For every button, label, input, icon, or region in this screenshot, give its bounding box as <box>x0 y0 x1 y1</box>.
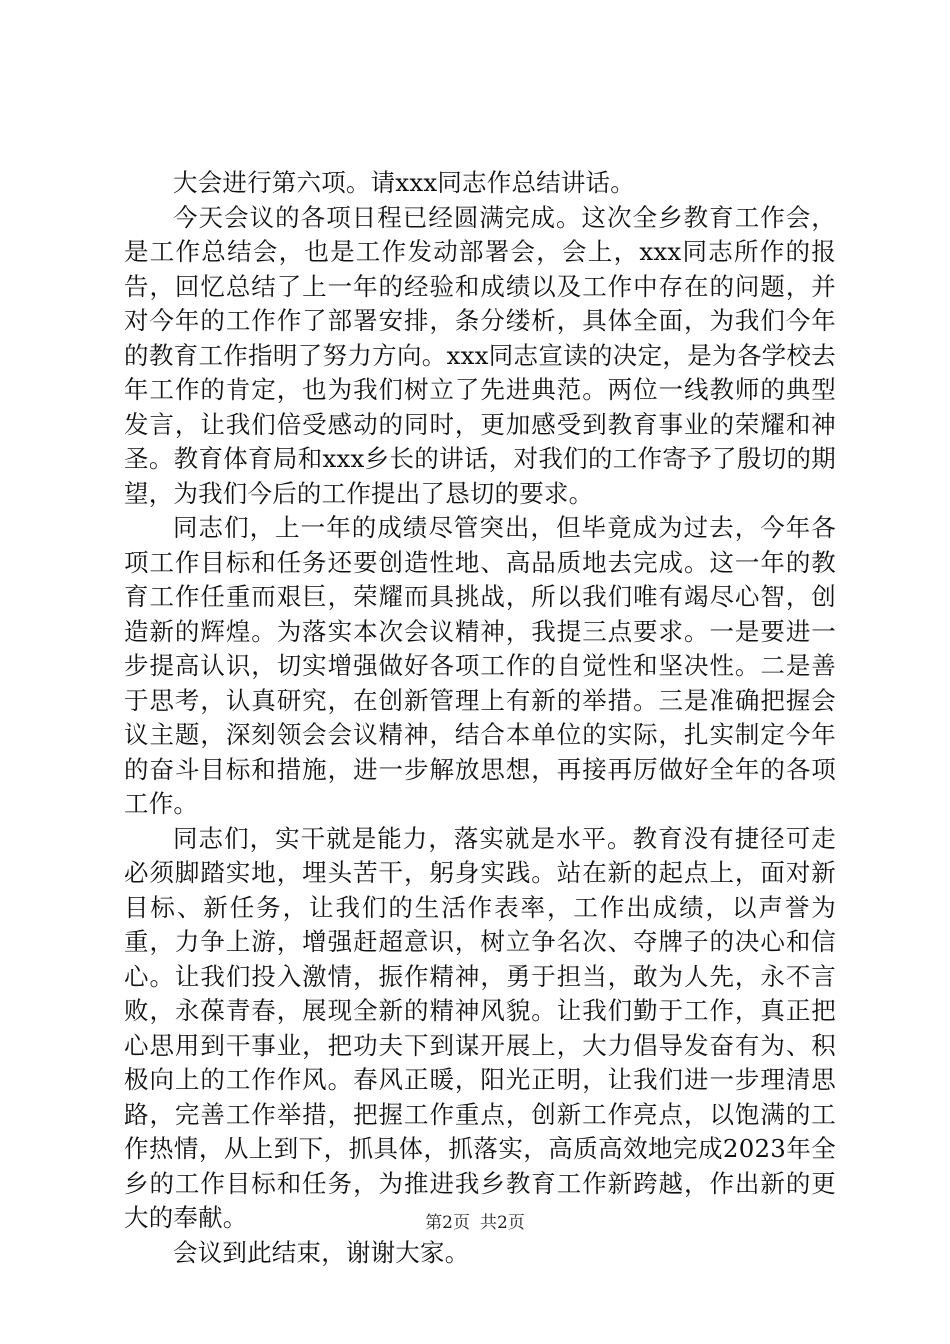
page-number: 第2页 <box>425 1213 470 1233</box>
paragraph-requirements: 同志们，上一年的成绩尽管突出，但毕竟成为过去，今年各项工作目标和任务还要创造性地、高品质地去完成。这一年的教育工作任重而艰巨，荣耀而具挑战，所以我们唯有竭尽心智，创造新的辉煌。为落实本次会议精神，我提三点要求。一是要进一步提高认识，切实增强做好各项工作的自觉性和坚决性。二是善于思考，认真研究，在创新管理上有新的举措。三是准确把握会议主题，深刻领会会议精神，结合本单位的实际，扎实制定今年的奋斗目标和措施，进一步解放思想，再接再厉做好全年的各项工作。 <box>124 513 836 818</box>
paragraph-announcement: 大会进行第六项。请xxx同志作总结讲话。 <box>173 168 635 197</box>
paragraph-call-to-action: 同志们，实干就是能力，落实就是水平。教育没有捷径可走必须脚踏实地，埋头苦干，躬身实践。站在新的起点上，面对新目标、新任务，让我们的生活作表率，工作出成绩，以声誉为重，力争上游，增强赶超意识，树立争名次、夺牌子的决心和信心。让我们投入激情，振作精神，勇于担当，敢为人先，永不言败，永葆青春，展现全新的精神风貌。让我们勤于工作，真正把心思用到干事业，把功夫下到谋开展上，大力倡导发奋有为、积极向上的工作作风。春风正暖，阳光正明，让我们进一步理清思路，完善工作举措，把握工作重点，创新工作亮点，以饱满的工作热情，从上到下，抓具体，抓落实，高质高效地完成2023年全乡的工作目标和任务，为推进我乡教育工作新跨越，作出新的更大的奉献。 <box>124 823 836 1232</box>
page-footer <box>0 1212 950 1234</box>
page-total: 共2页 <box>480 1213 525 1233</box>
paragraph-closing: 会议到此结束，谢谢大家。 <box>173 1237 470 1267</box>
paragraph-meeting-summary: 今天会议的各项日程已经圆满完成。这次全乡教育工作会，是工作总结会，也是工作发动部署会，会上，xxx同志所作的报告，回忆总结了上一年的经验和成绩以及工作中存在的问题，并对今年的工作作了部署安排，条分缕析，具体全面，为我们今年的教育工作指明了努力方向。xxx同志宣读的决定，是为各学校去年工作的肯定，也为我们树立了先进典范。两位一线教师的典型发言，让我们倍受感动的同时，更加感受到教育事业的荣耀和神圣。教育体育局和xxx乡长的讲话，对我们的工作寄予了殷切的期望，为我们今后的工作提出了恳切的要求。 <box>124 202 836 508</box>
document-body <box>124 166 836 1270</box>
